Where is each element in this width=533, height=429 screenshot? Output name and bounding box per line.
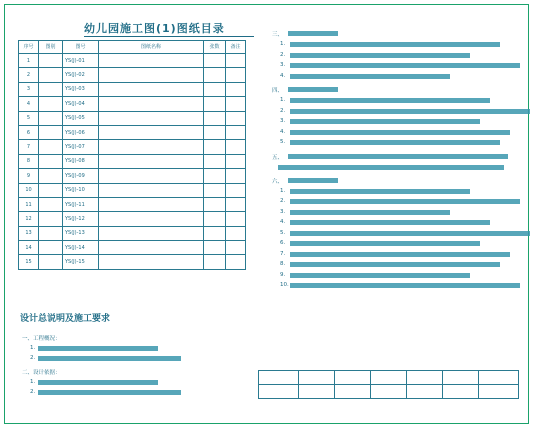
- drawing-type: [39, 241, 63, 255]
- footer-header-cell: [259, 371, 299, 385]
- row-number: 14: [19, 241, 39, 255]
- drawing-name: [99, 68, 204, 82]
- notes-item-number: 1.: [280, 97, 286, 103]
- table-row: [19, 125, 246, 139]
- drawing-type: [39, 68, 63, 82]
- sheet-count: [204, 212, 226, 226]
- drawing-name: [99, 82, 204, 96]
- sheet-count: [204, 82, 226, 96]
- footer-header-cell: [443, 371, 479, 385]
- notes-item-number: 8.: [280, 261, 286, 267]
- drawing-type: [39, 154, 63, 168]
- drawing-type: [39, 125, 63, 139]
- notes-section-label: 六、: [272, 178, 284, 185]
- sheet-count: [204, 241, 226, 255]
- drawing-type: [39, 111, 63, 125]
- text-line: [288, 178, 338, 183]
- drawing-name: [99, 97, 204, 111]
- drawing-code: YS(J)-15: [63, 255, 99, 269]
- drawing-type: [39, 197, 63, 211]
- text-line: [290, 140, 500, 145]
- sheet-count: [204, 54, 226, 68]
- drawing-code: YS(J)-12: [63, 212, 99, 226]
- remark: [226, 226, 246, 240]
- notes-item-number: 4.: [280, 128, 286, 135]
- drawing-code: YS(J)-13: [63, 226, 99, 240]
- drawing-code: YS(J)-09: [63, 169, 99, 183]
- drawing-name: [99, 183, 204, 197]
- drawing-index-table: [18, 40, 246, 270]
- table-header-row: [19, 41, 246, 54]
- notes-item-number: 2.: [30, 389, 36, 395]
- footer-value-row: [259, 385, 519, 399]
- col-header: 图纸名称: [99, 41, 204, 54]
- footer-header-cell: [479, 371, 519, 385]
- footer-header-row: [259, 371, 519, 385]
- notes-item-number: 10.: [280, 282, 289, 288]
- drawing-code: YS(J)-03: [63, 82, 99, 96]
- table-row: [19, 140, 246, 154]
- remark: [226, 82, 246, 96]
- row-number: 13: [19, 226, 39, 240]
- remark: [226, 140, 246, 154]
- notes-item-number: 3.: [280, 62, 286, 68]
- drawing-type: [39, 169, 63, 183]
- footer-value-cell: [407, 385, 443, 399]
- drawing-type: [39, 226, 63, 240]
- notes-section-label: 五、: [272, 154, 284, 161]
- text-line: [290, 210, 450, 215]
- table-row: [19, 255, 246, 269]
- title-underline: [84, 36, 254, 37]
- drawing-code: YS(J)-02: [63, 68, 99, 82]
- text-line: [290, 74, 450, 79]
- drawing-name: [99, 197, 204, 211]
- drawing-code: YS(J)-07: [63, 140, 99, 154]
- sheet-count: [204, 169, 226, 183]
- row-number: 5: [19, 111, 39, 125]
- footer-header-cell: [407, 371, 443, 385]
- notes-item-number: 1.: [30, 345, 36, 351]
- drawing-name: [99, 169, 204, 183]
- row-number: 9: [19, 169, 39, 183]
- col-header: 备注: [226, 41, 246, 54]
- col-header: 图号: [63, 41, 99, 54]
- table-row: [19, 97, 246, 111]
- table-row: [19, 154, 246, 168]
- notes-item-number: 1.: [280, 187, 286, 194]
- footer-header-cell: [299, 371, 335, 385]
- notes-section-label: 一、工程概况：: [22, 336, 61, 342]
- text-line: [290, 273, 470, 278]
- table-row: [19, 54, 246, 68]
- remark: [226, 241, 246, 255]
- remark: [226, 183, 246, 197]
- row-number: 10: [19, 183, 39, 197]
- notes-item-number: 4.: [280, 219, 286, 225]
- footer-header-cell: [371, 371, 407, 385]
- notes-item-number: 2.: [30, 355, 36, 361]
- row-number: 11: [19, 197, 39, 211]
- footer-value-cell: [479, 385, 519, 399]
- table-row: [19, 68, 246, 82]
- text-line: [38, 346, 158, 351]
- table-row: [19, 169, 246, 183]
- drawing-type: [39, 255, 63, 269]
- drawing-name: [99, 212, 204, 226]
- remark: [226, 212, 246, 226]
- text-line: [290, 42, 500, 47]
- notes-section-label: 三、: [272, 32, 284, 38]
- sheet-count: [204, 97, 226, 111]
- sheet-count: [204, 183, 226, 197]
- notes-item-number: 5.: [280, 229, 286, 236]
- text-line: [290, 283, 520, 288]
- remark: [226, 154, 246, 168]
- drawing-name: [99, 226, 204, 240]
- remark: [226, 255, 246, 269]
- notes-item-number: 4.: [280, 72, 286, 79]
- sheet-count: [204, 68, 226, 82]
- drawing-code: YS(J)-05: [63, 111, 99, 125]
- text-line: [290, 119, 480, 124]
- text-line: [290, 199, 520, 204]
- text-line: [290, 130, 510, 135]
- remark: [226, 169, 246, 183]
- row-number: 15: [19, 255, 39, 269]
- row-number: 12: [19, 212, 39, 226]
- row-number: 4: [19, 97, 39, 111]
- text-line: [290, 53, 470, 58]
- drawing-type: [39, 97, 63, 111]
- remark: [226, 68, 246, 82]
- text-line: [290, 262, 500, 267]
- table-row: [19, 226, 246, 240]
- col-header: 张数: [204, 41, 226, 54]
- footer-header-cell: [335, 371, 371, 385]
- text-line: [288, 87, 338, 92]
- sheet-count: [204, 255, 226, 269]
- drawing-name: [99, 154, 204, 168]
- text-line: [290, 241, 480, 246]
- table-row: [19, 111, 246, 125]
- design-notes-heading: 设计总说明及施工要求: [20, 314, 111, 324]
- table-row: [19, 82, 246, 96]
- row-number: 2: [19, 68, 39, 82]
- drawing-code: YS(J)-06: [63, 125, 99, 139]
- text-line: [290, 98, 490, 103]
- footer-value-cell: [259, 385, 299, 399]
- sheet-count: [204, 111, 226, 125]
- text-line: [278, 165, 504, 170]
- drawing-name: [99, 241, 204, 255]
- notes-item-number: 2.: [280, 198, 286, 204]
- drawing-code: YS(J)-01: [63, 54, 99, 68]
- drawing-type: [39, 82, 63, 96]
- notes-item-number: 1.: [30, 379, 36, 385]
- text-line: [288, 154, 508, 159]
- notes-item-number: 2.: [280, 51, 286, 58]
- notes-item-number: 3.: [280, 118, 286, 124]
- row-number: 3: [19, 82, 39, 96]
- row-number: 6: [19, 125, 39, 139]
- drawing-code: YS(J)-08: [63, 154, 99, 168]
- sheet-count: [204, 226, 226, 240]
- drawing-name: [99, 111, 204, 125]
- remark: [226, 197, 246, 211]
- text-line: [290, 231, 530, 236]
- text-line: [38, 380, 158, 385]
- sheet-count: [204, 154, 226, 168]
- text-line: [290, 63, 520, 68]
- footer-value-cell: [443, 385, 479, 399]
- text-line: [290, 189, 470, 194]
- footer-value-cell: [299, 385, 335, 399]
- notes-item-number: 3.: [280, 208, 286, 215]
- notes-item-number: 2.: [280, 107, 286, 114]
- notes-item-number: 5.: [280, 139, 286, 145]
- row-number: 1: [19, 54, 39, 68]
- remark: [226, 54, 246, 68]
- drawing-code: YS(J)-10: [63, 183, 99, 197]
- remark: [226, 111, 246, 125]
- sheet-count: [204, 197, 226, 211]
- row-number: 7: [19, 140, 39, 154]
- notes-item-number: 9.: [280, 271, 286, 278]
- drawing-name: [99, 140, 204, 154]
- row-number: 8: [19, 154, 39, 168]
- col-header: 图别: [39, 41, 63, 54]
- footer-value-cell: [335, 385, 371, 399]
- drawing-type: [39, 212, 63, 226]
- table-row: [19, 241, 246, 255]
- text-line: [38, 390, 181, 395]
- sheet-count: [204, 140, 226, 154]
- drawing-code: YS(J)-11: [63, 197, 99, 211]
- sheet-count: [204, 125, 226, 139]
- remark: [226, 125, 246, 139]
- text-line: [38, 356, 181, 361]
- text-line: [290, 220, 490, 225]
- table-row: [19, 183, 246, 197]
- notes-section-label: 四、: [272, 88, 284, 94]
- notes-item-number: 6.: [280, 240, 286, 246]
- table-row: [19, 197, 246, 211]
- drawing-type: [39, 54, 63, 68]
- drawing-type: [39, 183, 63, 197]
- text-line: [290, 109, 530, 114]
- footer-value-cell: [371, 385, 407, 399]
- remark: [226, 97, 246, 111]
- drawing-name: [99, 255, 204, 269]
- drawing-name: [99, 54, 204, 68]
- drawing-code: YS(J)-14: [63, 241, 99, 255]
- text-line: [288, 31, 338, 36]
- sheet-title: 幼儿园施工图(1)图纸目录: [84, 22, 225, 35]
- col-header: 序号: [19, 41, 39, 54]
- drawing-name: [99, 125, 204, 139]
- text-line: [290, 252, 510, 257]
- drawing-code: YS(J)-04: [63, 97, 99, 111]
- notes-section-label: 二、设计依据：: [22, 370, 61, 376]
- footer-table: [258, 370, 519, 399]
- table-row: [19, 212, 246, 226]
- drawing-type: [39, 140, 63, 154]
- notes-item-number: 1.: [280, 41, 286, 47]
- notes-item-number: 7.: [280, 250, 286, 257]
